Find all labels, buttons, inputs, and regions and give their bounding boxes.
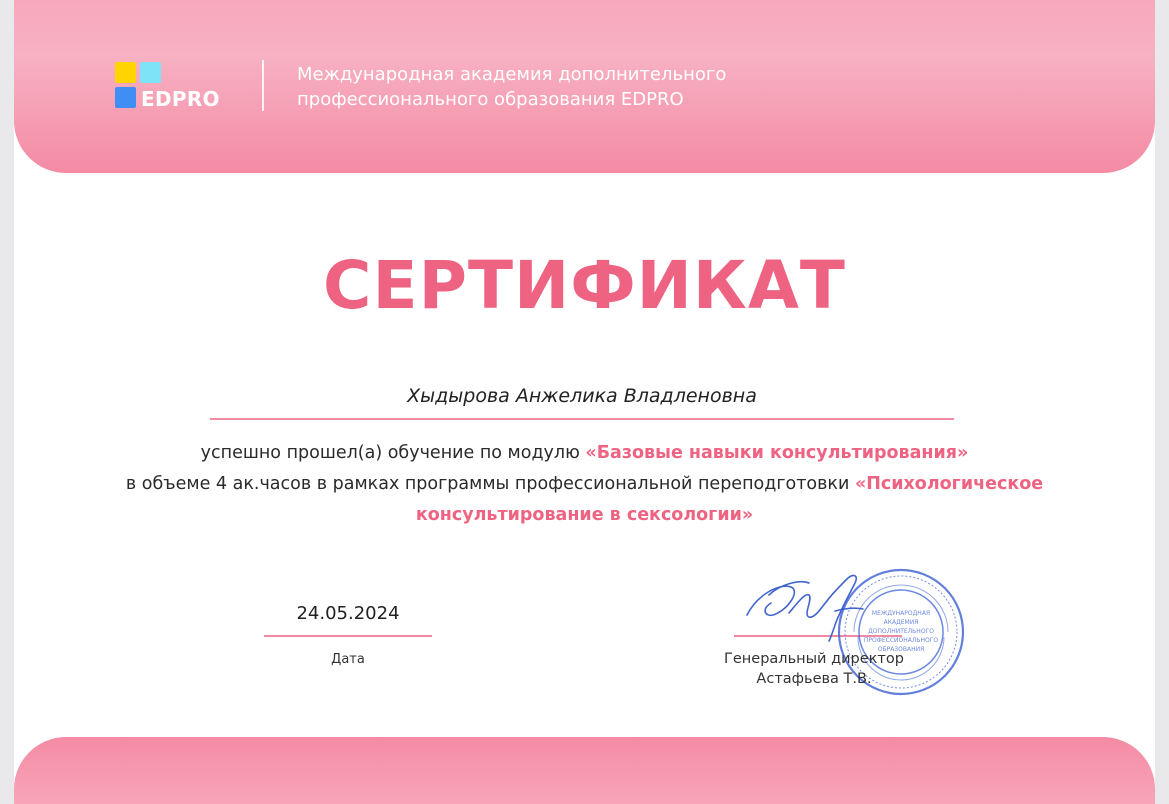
academy-name <box>297 62 857 112</box>
stamp-text-line1: МЕЖДУНАРОДНАЯ <box>871 610 931 617</box>
module-name: «Базовые навыки консультирования» <box>585 443 969 463</box>
body-line-1 <box>14 438 1155 469</box>
stamp-text-line3: ДОПОЛНИТЕЛЬНОГО <box>868 628 934 635</box>
body-line1-prefix: успешно прошел(а) обучение по модулю <box>200 443 586 463</box>
footer-band <box>14 737 1155 804</box>
signer-block <box>704 649 924 689</box>
logo-square-yellow <box>115 62 136 83</box>
body-line-2 <box>14 469 1155 500</box>
body-line-3 <box>14 500 1155 531</box>
recipient-name: Хыдырова Анжелика Владленовна <box>407 385 757 407</box>
stamp-text-line4: ПРОФЕССИОНАЛЬНОГО <box>863 637 939 644</box>
academy-name-line2: профессионального образования EDPRO <box>297 89 684 110</box>
body-line2-prefix: в объеме 4 ак.часов в рамках программы профессиональной переподготовки <box>125 474 855 494</box>
stamp-text-line2: АКАДЕМИЯ <box>883 619 919 626</box>
handwritten-signature <box>739 565 879 645</box>
date-label: Дата <box>331 652 365 667</box>
date-underline <box>264 635 432 637</box>
recipient-underline <box>210 418 954 420</box>
signer-name: Астафьева Т.В. <box>756 671 872 687</box>
stamp-text-line5: ОБРАЗОВАНИЯ <box>877 646 925 653</box>
certificate-title: СЕРТИФИКАТ <box>323 247 846 324</box>
certificate-sheet <box>14 0 1155 804</box>
issue-date: 24.05.2024 <box>296 603 400 624</box>
program-name-part1: «Психологическое <box>854 474 1044 494</box>
logo-square-blue <box>115 87 136 108</box>
signer-role: Генеральный директор <box>724 651 904 667</box>
edpro-logo <box>115 62 235 112</box>
certificate-body <box>14 438 1155 531</box>
logo-text: EDPRO <box>141 87 220 111</box>
program-name-part2: консультирование в сексологии» <box>415 505 754 525</box>
academy-name-line1: Международная академия дополнительного <box>297 64 727 85</box>
logo-square-cyan <box>140 62 161 83</box>
header-divider <box>262 60 264 111</box>
